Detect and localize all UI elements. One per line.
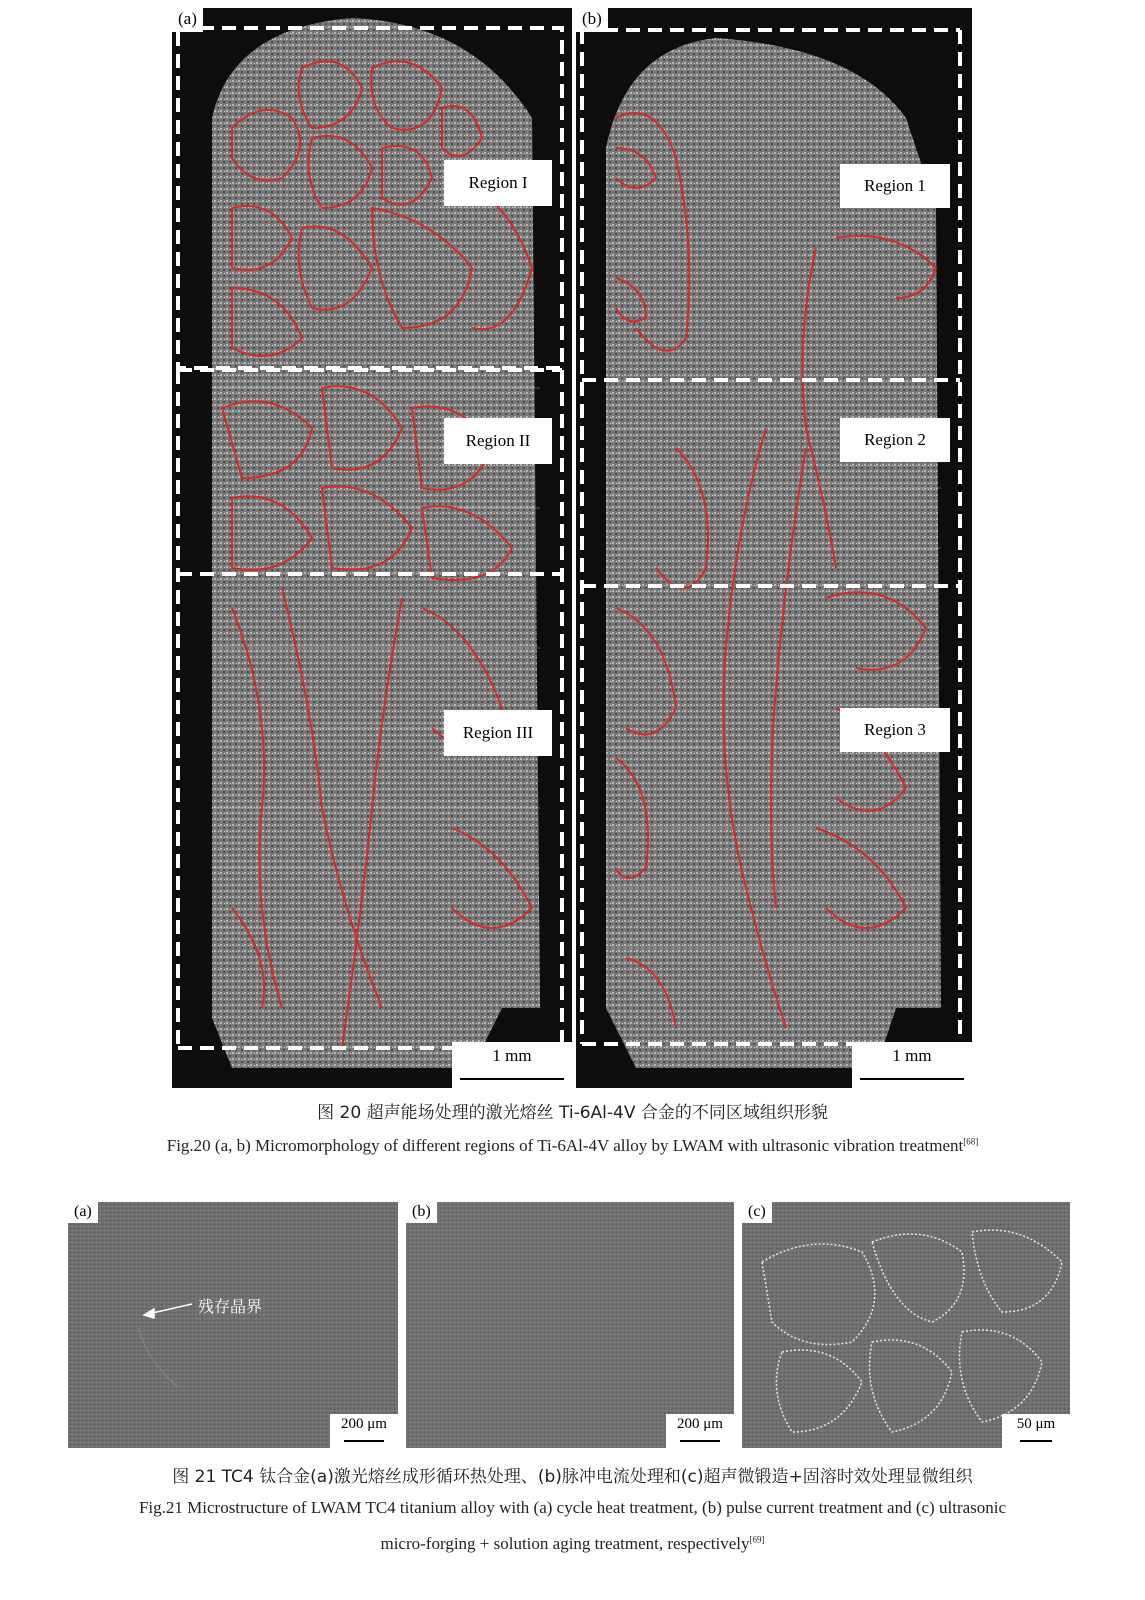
fig20-caption-en: Fig.20 (a, b) Micromorphology of different regions of Ti-6Al-4V alloy by LWAM with ultrasonic vibration treatment[68] [166, 1136, 979, 1155]
fig21-panel-c [742, 1202, 1070, 1448]
scale-bar: 1 mm [452, 1042, 572, 1088]
region-label: Region II [444, 418, 552, 464]
scale-bar: 50 μm [1002, 1414, 1070, 1448]
fig21-panel-b [406, 1202, 734, 1448]
fig20-panel-a [172, 8, 572, 1088]
region-label: Region 3 [840, 708, 950, 752]
fig21-a-micrograph [68, 1202, 398, 1448]
region-label: Region 1 [840, 164, 950, 208]
fig21-caption-en-line1: Fig.21 Microstructure of LWAM TC4 titanium alloy with (a) cycle heat treatment, (b) pulse current treatment and (c) ultrasonic [138, 1498, 1007, 1517]
panel-tag: (a) [68, 1202, 98, 1223]
scale-bar: 200 μm [330, 1414, 398, 1448]
fig20-caption-zh: 图 20 超声能场处理的激光熔丝 Ti-6Al-4V 合金的不同区域组织形貌 [317, 1103, 828, 1123]
panel-tag: (c) [742, 1202, 772, 1223]
fig21-panel-a [68, 1202, 398, 1448]
fig21-b-micrograph [406, 1202, 734, 1448]
fig21-c-micrograph [742, 1202, 1070, 1448]
fig21-caption-zh: 图 21 TC4 钛合金(a)激光熔丝成形循环热处理、(b)脉冲电流处理和(c)超声微锻造+固溶时效处理显微组织 [172, 1467, 973, 1487]
scale-bar: 200 μm [666, 1414, 734, 1448]
region-label: Region 2 [840, 418, 950, 462]
reference-marker: [69] [749, 1534, 765, 1545]
region-label: Region I [444, 160, 552, 206]
region-label: Region III [444, 710, 552, 756]
panel-tag: (a) [172, 8, 203, 32]
fig21-caption-en-line2: micro-forging + solution aging treatment, respectively[69] [380, 1534, 765, 1553]
panel-tag: (b) [406, 1202, 437, 1223]
scale-bar: 1 mm [852, 1042, 972, 1088]
fig20-panel-b [576, 8, 972, 1088]
annotation-label: 残存晶界 [198, 1297, 263, 1316]
reference-marker: [68] [963, 1136, 979, 1147]
panel-tag: (b) [576, 8, 608, 32]
